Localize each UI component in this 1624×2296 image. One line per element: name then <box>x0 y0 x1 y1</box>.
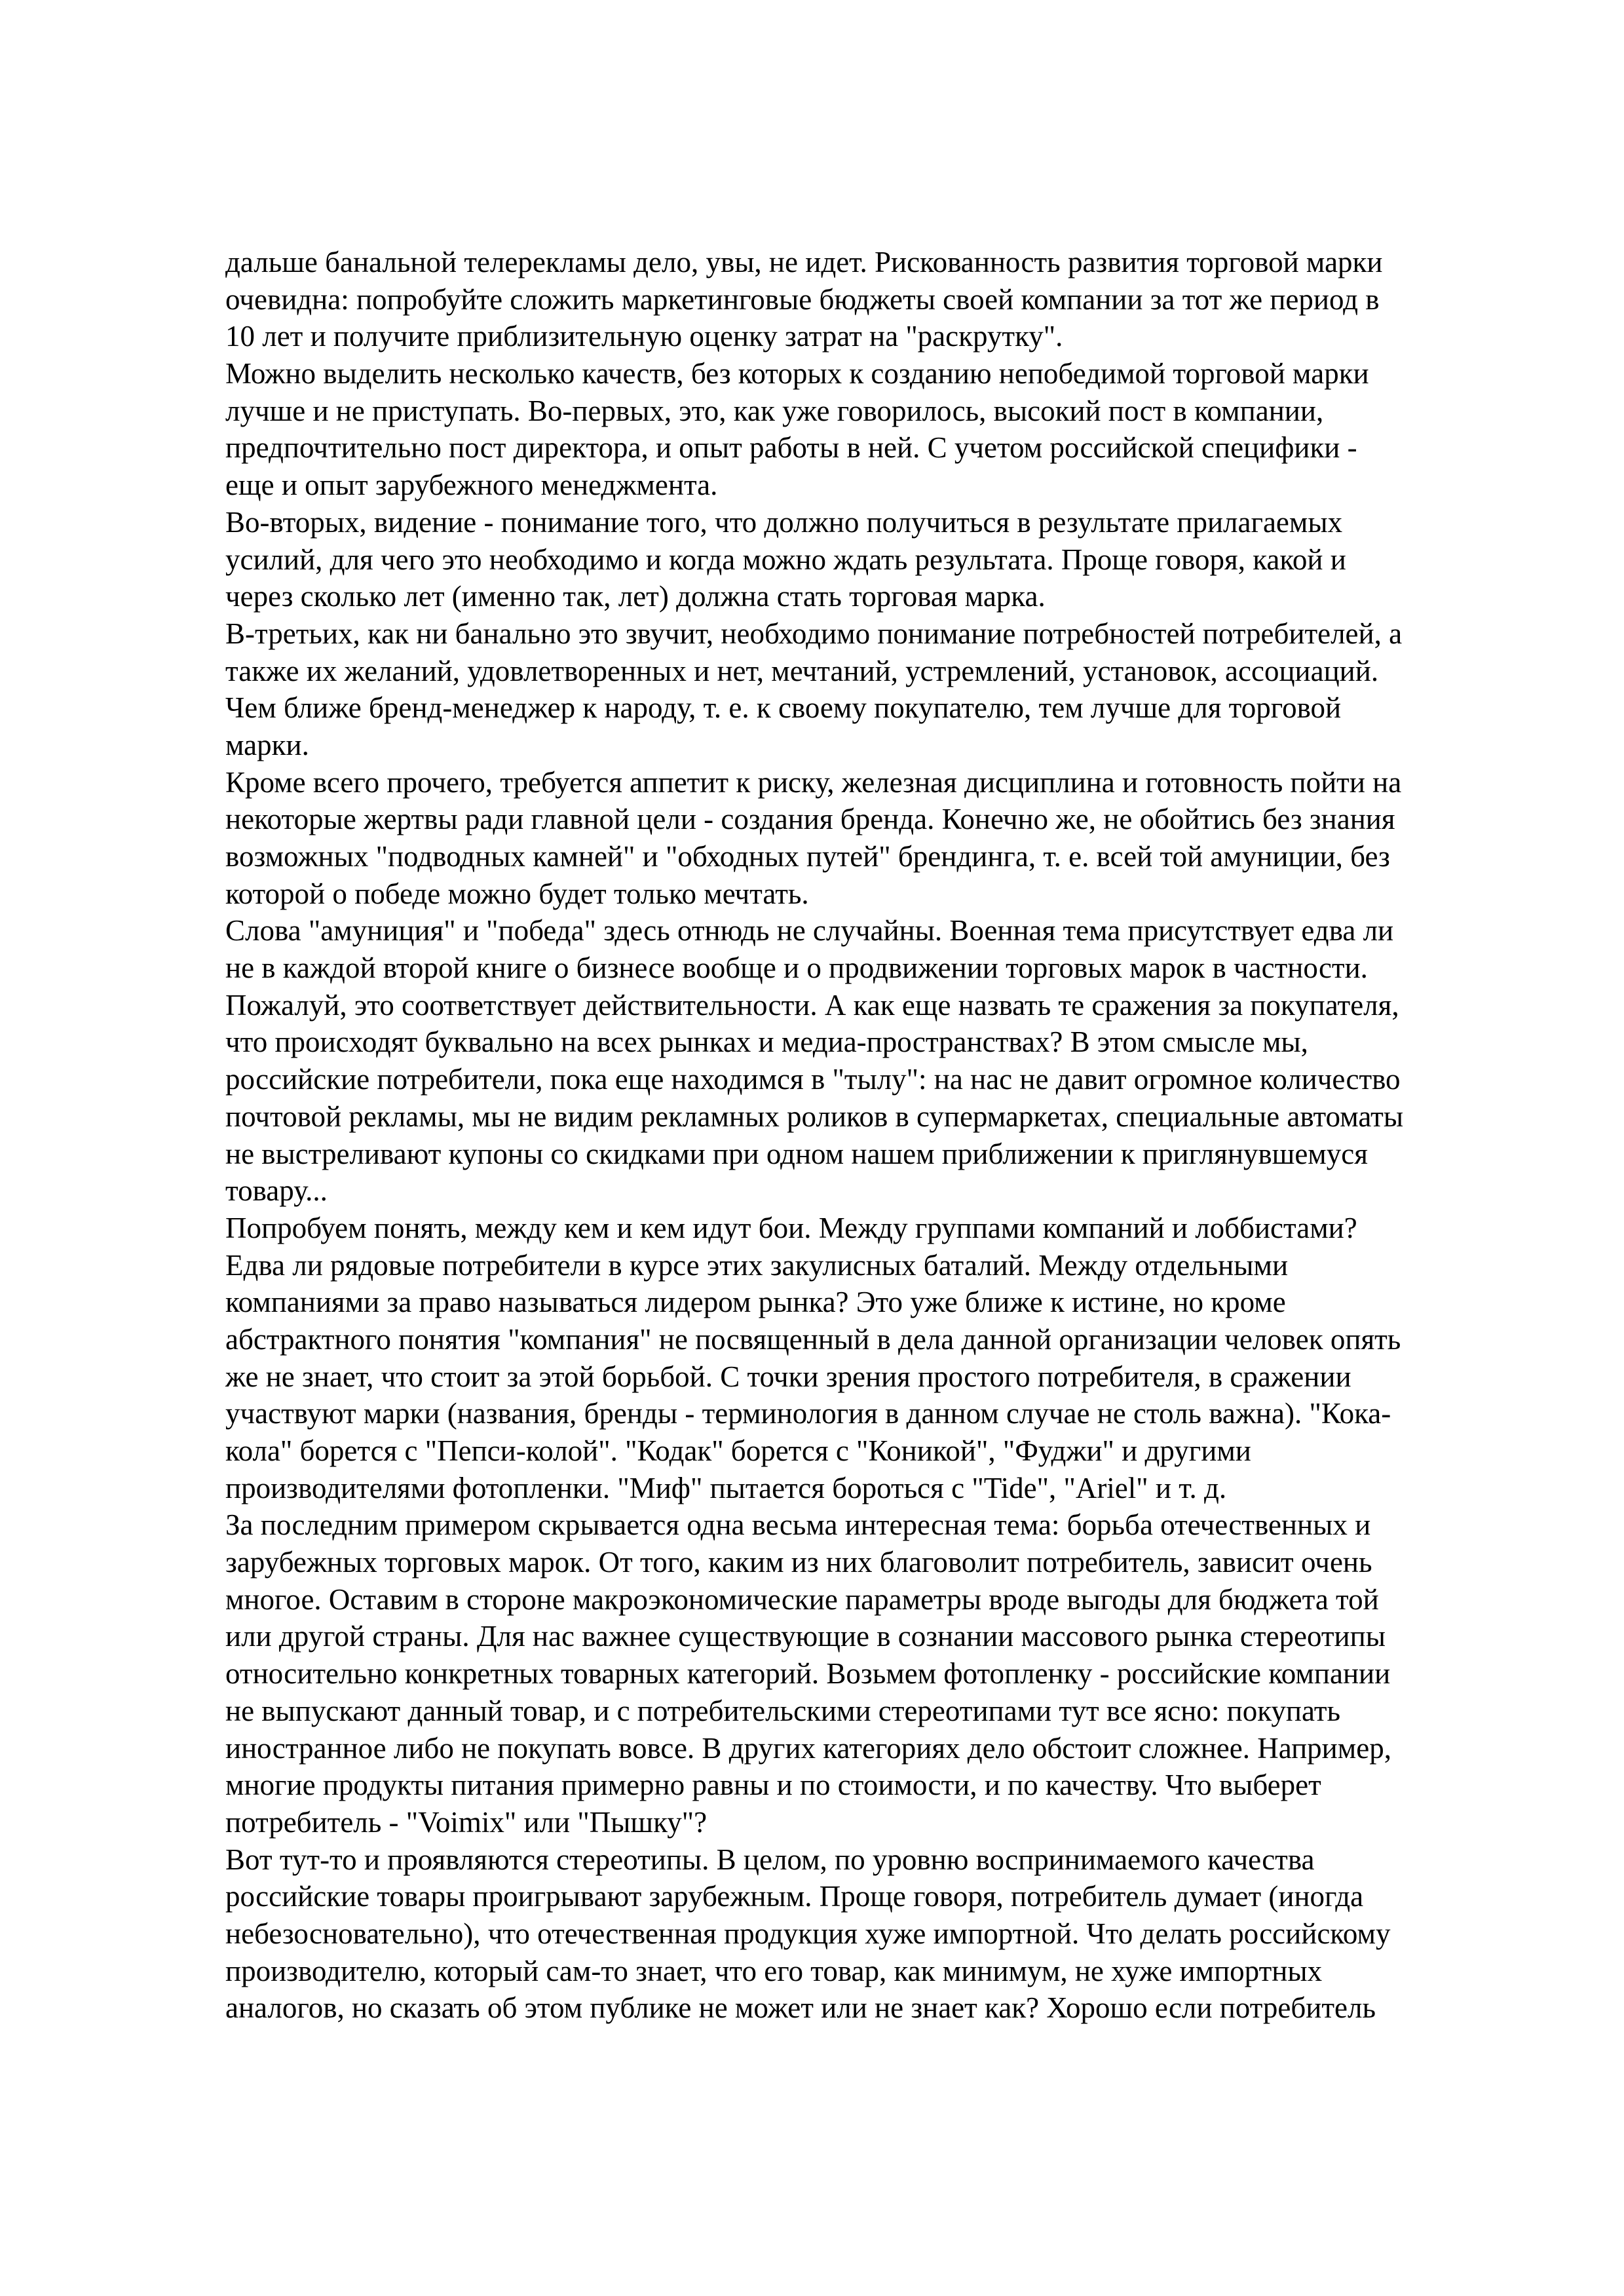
text-line: что происходят буквально на всех рынках и медиа-пространствах? В этом смысле мы, <box>225 1025 1308 1059</box>
text-line: Во-вторых, видение - понимание того, что должно получиться в результате прилагаемых <box>225 505 1343 539</box>
text-line: возможных "подводных камней" и "обходных путей" брендинга, т. е. всей той амуниции, без <box>225 840 1390 873</box>
text-line: Кроме всего прочего, требуется аппетит к риску, железная дисциплина и готовность пойти на <box>225 765 1402 799</box>
text-line: зарубежных торговых марок. От того, каким из них благоволит потребитель, зависит очень <box>225 1546 1372 1579</box>
text-line: марки. <box>225 728 309 761</box>
text-line: участвуют марки (названия, бренды - терминология в данном случае не столь важна). "Кока- <box>225 1397 1391 1430</box>
text-line: Пожалуй, это соответствует действительности. А как еще назвать те сражения за покупателя, <box>225 988 1399 1022</box>
text-line: предпочтительно пост директора, и опыт работы в ней. С учетом российской специфики - <box>225 431 1357 465</box>
text-line: аналогов, но сказать об этом публике не может или не знает как? Хорошо если потребитель <box>225 1991 1376 2025</box>
text-line: некоторые жертвы ради главной цели - создания бренда. Конечно же, не обойтись без знания <box>225 803 1395 836</box>
text-line: многое. Оставим в стороне макроэкономические параметры вроде выгоды для бюджета той <box>225 1582 1379 1616</box>
text-line: компаниями за право называться лидером рынка? Это уже ближе к истине, но кроме <box>225 1286 1286 1319</box>
text-line: же не знает, что стоит за этой борьбой. С точки зрения простого потребителя, в сражении <box>225 1360 1351 1393</box>
text-line: лучше и не приступать. Во-первых, это, как уже говорилось, высокий пост в компании, <box>225 394 1324 427</box>
text-line: усилий, для чего это необходимо и когда можно ждать результата. Проще говоря, какой и <box>225 543 1346 576</box>
text-line: российские товары проигрывают зарубежным. Проще говоря, потребитель думает (иногда <box>225 1880 1364 1913</box>
text-line: через сколько лет (именно так, лет) должна стать торговая марка. <box>225 580 1046 613</box>
text-line: очевидна: попробуйте сложить маркетинговые бюджеты своей компании за тот же период в <box>225 282 1380 316</box>
text-line: которой о победе можно будет только мечтать. <box>225 877 809 910</box>
text-line: относительно конкретных товарных категорий. Возьмем фотопленку - российские компании <box>225 1657 1391 1691</box>
text-line: не выстреливают купоны со скидками при одном нашем приближении к приглянувшемуся <box>225 1137 1368 1170</box>
text-line: Можно выделить несколько качеств, без которых к созданию непобедимой торговой марки <box>225 357 1369 391</box>
text-line: потребитель - "Voimix" или "Пышку"? <box>225 1805 708 1839</box>
text-line: небезосновательно), что отечественная продукция хуже импортной. Что делать российскому <box>225 1917 1391 1950</box>
text-line: Вот тут-то и проявляются стереотипы. В целом, по уровню воспринимаемого качества <box>225 1843 1315 1876</box>
text-line: кола" борется с "Пепси-колой". "Кодак" борется с "Коникой", "Фуджи" и другими <box>225 1434 1251 1467</box>
text-line: иностранное либо не покупать вовсе. В других категориях дело обстоит сложнее. Например, <box>225 1731 1391 1765</box>
text-line: Попробуем понять, между кем и кем идут бои. Между группами компаний и лоббистами? <box>225 1211 1357 1244</box>
text-line: почтовой рекламы, мы не видим рекламных роликов в супермаркетах, специальные автоматы <box>225 1100 1404 1133</box>
text-line: еще и опыт зарубежного менеджмента. <box>225 469 718 502</box>
text-line: производителю, который сам-то знает, что его товар, как минимум, не хуже импортных <box>225 1954 1323 1987</box>
text-line: За последним примером скрывается одна весьма интересная тема: борьба отечественных и <box>225 1508 1371 1542</box>
text-line: дальше банальной телерекламы дело, увы, не идет. Рискованность развития торговой марки <box>225 246 1383 278</box>
text-line: не в каждой второй книге о бизнесе вообще и о продвижении торговых марок в частности. <box>225 951 1368 985</box>
text-line: Едва ли рядовые потребители в курсе этих закулисных баталий. Между отдельными <box>225 1248 1289 1282</box>
text-line: абстрактного понятия "компания" не посвященный в дела данной организации человек опять <box>225 1322 1401 1356</box>
text-line: не выпускают данный товар, и с потребительскими стереотипами тут все ясно: покупать <box>225 1694 1341 1727</box>
text-line: российские потребители, пока еще находимся в "тылу": на нас не давит огромное количество <box>225 1063 1401 1096</box>
text-line: Слова "амуниция" и "победа" здесь отнюдь не случайны. Военная тема присутствует едва ли <box>225 914 1394 947</box>
text-line: товару... <box>225 1174 328 1208</box>
text-line: также их желаний, удовлетворенных и нет, мечтаний, устремлений, установок, ассоциаций. <box>225 654 1379 687</box>
text-line: 10 лет и получите приблизительную оценку затрат на "раскрутку". <box>225 320 1063 353</box>
text-line: производителями фотопленки. "Миф" пытается бороться с "Tide", "Ariel" и т. д. <box>225 1471 1227 1504</box>
text-line: или другой страны. Для нас важнее существующие в сознании массового рынка стереотипы <box>225 1620 1386 1653</box>
text-line: Чем ближе бренд-менеджер к народу, т. е. к своему покупателю, тем лучше для торговой <box>225 691 1342 725</box>
body-text <box>225 244 1503 2027</box>
text-line: многие продукты питания примерно равны и по стоимости, и по качеству. Что выберет <box>225 1769 1321 1802</box>
text-line: В-третьих, как ни банально это звучит, необходимо понимание потребностей потребителей, а <box>225 617 1403 650</box>
